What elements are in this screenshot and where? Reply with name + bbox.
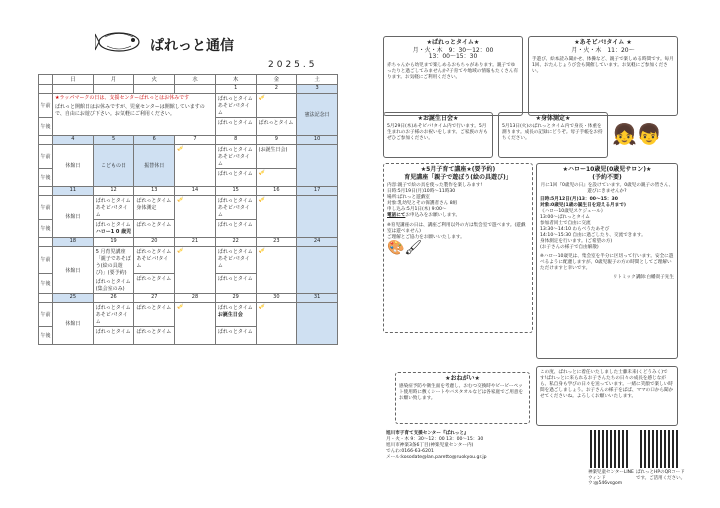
event: あそビバ!タイム: [136, 256, 169, 269]
trumpet-icon: 🎺: [258, 197, 265, 203]
footer-hours: 月・火・木 9：30～12：00 13：00～15：30: [386, 437, 484, 442]
day-num: 23: [256, 238, 297, 247]
day-num: [93, 85, 134, 94]
hello-date: 日時:5月12日(月)13：00～15：30: [540, 197, 618, 202]
pm-label: 午後: [39, 273, 53, 293]
trumpet-icon: 🎺: [258, 170, 265, 176]
day-num: 12: [93, 187, 134, 196]
event: ぱれっとタイム: [215, 327, 256, 345]
course-line: ご理解とご協力をお願いいたします。: [387, 235, 465, 240]
day-num: 13: [134, 187, 175, 196]
trumpet-icon: 🎺: [177, 304, 184, 310]
event: ぱれっとタイム: [93, 327, 134, 345]
hello-sched: 《ハロー10歳児スケジュール》: [540, 209, 606, 214]
box-body: 5月13日(火)のぱれっとタイム内で身長・体重を測ります。成長の記録にどうぞ。母子手帳をお持ちください。: [502, 124, 603, 141]
trumpet-icon: 🎺: [177, 248, 184, 254]
hello-target: 対象:0歳児(1歳の誕生日を迎える月まで): [540, 203, 626, 208]
footer: [383, 428, 525, 478]
day-num: [134, 85, 175, 94]
day-num: 29: [215, 294, 256, 303]
day-num: 1: [215, 85, 256, 94]
day-num: 8: [215, 136, 256, 145]
day-num: 7: [175, 136, 216, 145]
am-label: 午前: [39, 145, 53, 169]
footer-addr: 旭川市神楽3条6丁目(神楽児童センター内): [386, 443, 474, 448]
box-body: この度、ぱれっとに着任いたしました士藤未来(くどうみく)です!ぱれっとに来られるお子さんたちの日々の成長を感じながら、私自身も学びの日々を送っています。一緒に笑顔で楽しい時間を過ごしましょう。お子さんの様子をぱぱ、ママの口から聞かせてくださいね。よろしくお願いいたします。: [540, 370, 674, 399]
footer-org: 旭川市子育て支援センター『ぱれっと』: [386, 431, 469, 436]
day-num: 16: [256, 187, 297, 196]
event: ぱれっとタイム: [217, 147, 253, 153]
hello-sched-item: 参加者同士で自由に交流: [540, 221, 591, 226]
birthday-box: [383, 112, 493, 158]
hello10-box: [536, 163, 678, 359]
event: ぱれっとタイム: [136, 198, 172, 204]
box-title: ★身体測定★: [535, 115, 571, 122]
day-num: [53, 85, 94, 94]
trumpet-icon: 🎺: [177, 197, 184, 203]
course-box: [383, 163, 533, 333]
event: ぱれっとタイム: [215, 118, 256, 136]
hello-sched-item: 13:30～14:10 わらべうたあそび: [540, 227, 610, 232]
event: あそビバ!タイム: [95, 205, 128, 218]
notice-cell: [53, 94, 216, 136]
day-num: 3: [297, 85, 338, 94]
course-line: 申し込み:5月1日(木) 9:00～: [387, 207, 447, 212]
pm-label: 午後: [39, 220, 53, 238]
trumpet-icon: 🎺: [258, 248, 265, 254]
holiday-cell: 振替休日: [134, 145, 175, 187]
event: あそビバ!タイム: [217, 103, 250, 116]
schedule: 13：00～15：30: [428, 53, 478, 60]
day-num: 26: [93, 294, 134, 303]
event: ぱれっとタイム: [134, 327, 175, 345]
event: あそビバ!タイム: [217, 256, 250, 269]
day-num: 5: [93, 136, 134, 145]
pm-label: 午後: [39, 118, 53, 136]
course-line: 電話にて: [387, 213, 406, 218]
event: ぱれっとタイム: [215, 220, 256, 238]
day-num: 27: [134, 294, 175, 303]
schedule: 月・火・木 9：30～12：00: [412, 47, 494, 54]
trumpet-icon: 🎺: [258, 304, 265, 310]
course-line: 内容:親子で絵の具を使った製作を楽しみます!: [387, 183, 483, 188]
event: ぱれっとタイム: [134, 220, 175, 238]
event: ぱれっとタイム: [95, 198, 131, 204]
event: 身体測定: [136, 205, 157, 211]
page-title: ぱれっと通信: [150, 38, 234, 54]
box-title: ★おねがい★: [445, 375, 480, 382]
event: 休館日: [53, 303, 94, 345]
children-illustration-icon: 👧👦: [612, 122, 662, 146]
day-num: 30: [256, 294, 297, 303]
course-line: お申込みをお願いします。: [405, 213, 461, 218]
box-title: ★お誕生日会★: [417, 115, 459, 122]
day-num: 18: [53, 238, 94, 247]
box-subtitle: (予約不要): [592, 174, 622, 181]
event: ぱれっとタイム: [134, 273, 175, 293]
event: ぱれっとタイム: [217, 305, 253, 311]
box-body: 赤ちゃんから幼児まで楽しめるおもちゃがあります。親子でゆったりと過ごしてみませんか?子育てや地域の情報もたくさん有ります。お気軽にご利用ください。: [387, 63, 519, 80]
am-label: 午前: [39, 94, 53, 118]
day-num: 4: [53, 136, 94, 145]
event: ぱれっとタイム: [215, 169, 256, 187]
holiday-cell: こどもの日: [93, 145, 134, 187]
event: ぱれっとタイム: [95, 222, 131, 228]
course-line: 場所:ぱれっと遊戯室: [387, 195, 430, 200]
box-title: ★ハロー10歳児(0歳児サロン)★: [562, 166, 652, 173]
weekday-sat: 土: [297, 75, 338, 85]
box-title: ★あそビバ!タイム ★: [574, 39, 632, 46]
event: あそビバ!タイム: [217, 154, 250, 167]
day-num: [175, 85, 216, 94]
event: あそビバ!タイム: [95, 312, 128, 325]
event: ぱれっとタイム: [136, 249, 172, 255]
hello-sched-item: 13:00～ぱれっとタイム: [540, 215, 590, 220]
weekday-thu: 木: [215, 75, 256, 85]
box-body: 手遊び、絵本読み聞かせ、体操など、親子で楽しめる時間です。毎月1回、おたんじょうび会も開催しています。お気軽にご参加ください。: [532, 57, 674, 74]
am-label: 午前: [39, 247, 53, 274]
pm-label: 午後: [39, 327, 53, 345]
hello-lead: 月に1回『0歳児の日』を設けています。0歳児の親子の皆さん、遊びにきませんか?: [540, 183, 674, 194]
issue-date: 2025.5: [268, 60, 318, 70]
box-body: 5月29日(木)あそビバ!タイム内で行います。5月生まれのお子様のお祝いをします。ご家族の方もぜひご参加ください。: [387, 124, 488, 141]
day-num: 28: [175, 294, 216, 303]
event: ぱれっとタイム: [134, 303, 175, 327]
day-num: 6: [134, 136, 175, 145]
event: ぱれっとタイム: [217, 96, 253, 102]
event: ぱれっとタイム: [215, 273, 256, 293]
event: ぱれっとタイム (集会室のみ): [95, 279, 131, 292]
day-num: 11: [53, 187, 94, 196]
day-num: 15: [215, 187, 256, 196]
asobiba-box: [528, 36, 678, 116]
event: (お誕生日会): [258, 147, 288, 153]
holiday-cell: 憲法記念日: [297, 94, 338, 136]
hello-sched-item: (お子さんの様子で自由解散): [540, 245, 599, 250]
hello-teacher: リトミック講師:白幡貴子先生: [612, 275, 674, 280]
am-label: 午前: [39, 196, 53, 220]
hp-qr-caption: ぱれっとHPのQRコードです。ご活用ください。: [636, 470, 686, 481]
weekday-tue: 火: [134, 75, 175, 85]
day-num: 14: [175, 187, 216, 196]
hp-qr-icon[interactable]: [640, 430, 678, 468]
notice-1: ★ラッパマークの日は、支援センターぱれっとはお休みです: [55, 95, 190, 101]
weekday-mon: 月: [93, 75, 134, 85]
box-subtitle: 育児講座「親子で遊ぼう(絵の具遊び)」: [404, 174, 512, 181]
event: ハロー1 0 歳児: [95, 229, 132, 235]
footer-tel: でんわ:0166-63-6201: [386, 449, 434, 454]
weekday-wed: 水: [175, 75, 216, 85]
event: 休館日: [53, 196, 94, 238]
line-qr-icon[interactable]: [590, 430, 628, 468]
calendar-table: [38, 74, 338, 345]
course-line: ※育児講座の日は、講座ご利用以外の方は集会室で遊べます。(遊戯室は遊べません): [387, 223, 526, 234]
trumpet-icon: 🎺: [177, 146, 184, 152]
event: ぱれっとタイム: [217, 249, 253, 255]
event: 休館日: [53, 247, 94, 294]
about-box: [536, 366, 678, 426]
event: ぱれっとタイム: [256, 118, 297, 136]
paint-icon: 🎨🖌: [387, 240, 423, 256]
weekday-sun: 日: [53, 75, 94, 85]
box-title: ★5月子育て講座★(要予約): [420, 166, 496, 173]
day-num: 2: [256, 85, 297, 94]
fish-mascot-icon: [95, 22, 143, 62]
day-num: 17: [297, 187, 338, 196]
hello-sched-item: 14:10～15:30 自由に過ごしたり、交流できます。: [540, 233, 646, 238]
day-num: 20: [134, 238, 175, 247]
day-num: 24: [297, 238, 338, 247]
event: あそビバ!タイム: [217, 205, 250, 218]
event: 休館日: [53, 145, 94, 187]
weekday-fri: 金: [256, 75, 297, 85]
schedule: 月・火・木 11：20～: [571, 47, 635, 54]
am-label: 午前: [39, 303, 53, 327]
onegai-box: [395, 372, 530, 424]
paretto-time-box: [383, 36, 523, 116]
course-line: 日時:5月19日(月)10時～11時30: [387, 189, 456, 194]
trumpet-icon: 🎺: [258, 95, 265, 101]
notice-2: ぱれっと開館日はお休みですが、児童センターは開館していますので、自由にお遊び下さい。お気軽にご利用ください。: [55, 104, 205, 117]
day-num: 31: [297, 294, 338, 303]
line-qr-caption: 神楽児童センターLINE ウィンドウ:@546vsgom: [588, 470, 634, 486]
event: お誕生日会: [217, 312, 243, 318]
day-num: 9: [256, 136, 297, 145]
hello-sched-item: 身体測定を行います。(ご希望の方): [540, 239, 613, 244]
day-num: 19: [93, 238, 134, 247]
hello-note: ※ハロー10歳児は、集会室を半分に区切って行います。安全に遊べるように配慮しますが、0歳児親子の方の時間としてご理解いただけますと幸いです。: [540, 254, 674, 271]
day-num: 21: [175, 238, 216, 247]
day-num: 25: [53, 294, 94, 303]
footer-mail: メール:kosodate@lan.paretto@ruokyou.gr.jp: [386, 455, 487, 460]
pm-label: 午後: [39, 169, 53, 187]
event: ぱれっとタイム: [95, 305, 131, 311]
measure-box: [498, 112, 608, 158]
box-title: ★ぱれっとタイム★: [426, 39, 480, 46]
event: ぱれっとタイム: [217, 198, 253, 204]
event: 5 月育児講座「親子であそぼう(絵の具遊び)」(要予約): [95, 249, 131, 276]
box-body: 感染症予防や衛生面を考慮し、おむつ交換時やビービーペット使用時に敷くシートやバスタオルなどは各家庭でご用意をお願い致します。: [399, 384, 524, 401]
course-line: 対象:乳幼児とその保護者さん 8組: [387, 201, 458, 206]
day-num: 10: [297, 136, 338, 145]
day-num: 22: [215, 238, 256, 247]
